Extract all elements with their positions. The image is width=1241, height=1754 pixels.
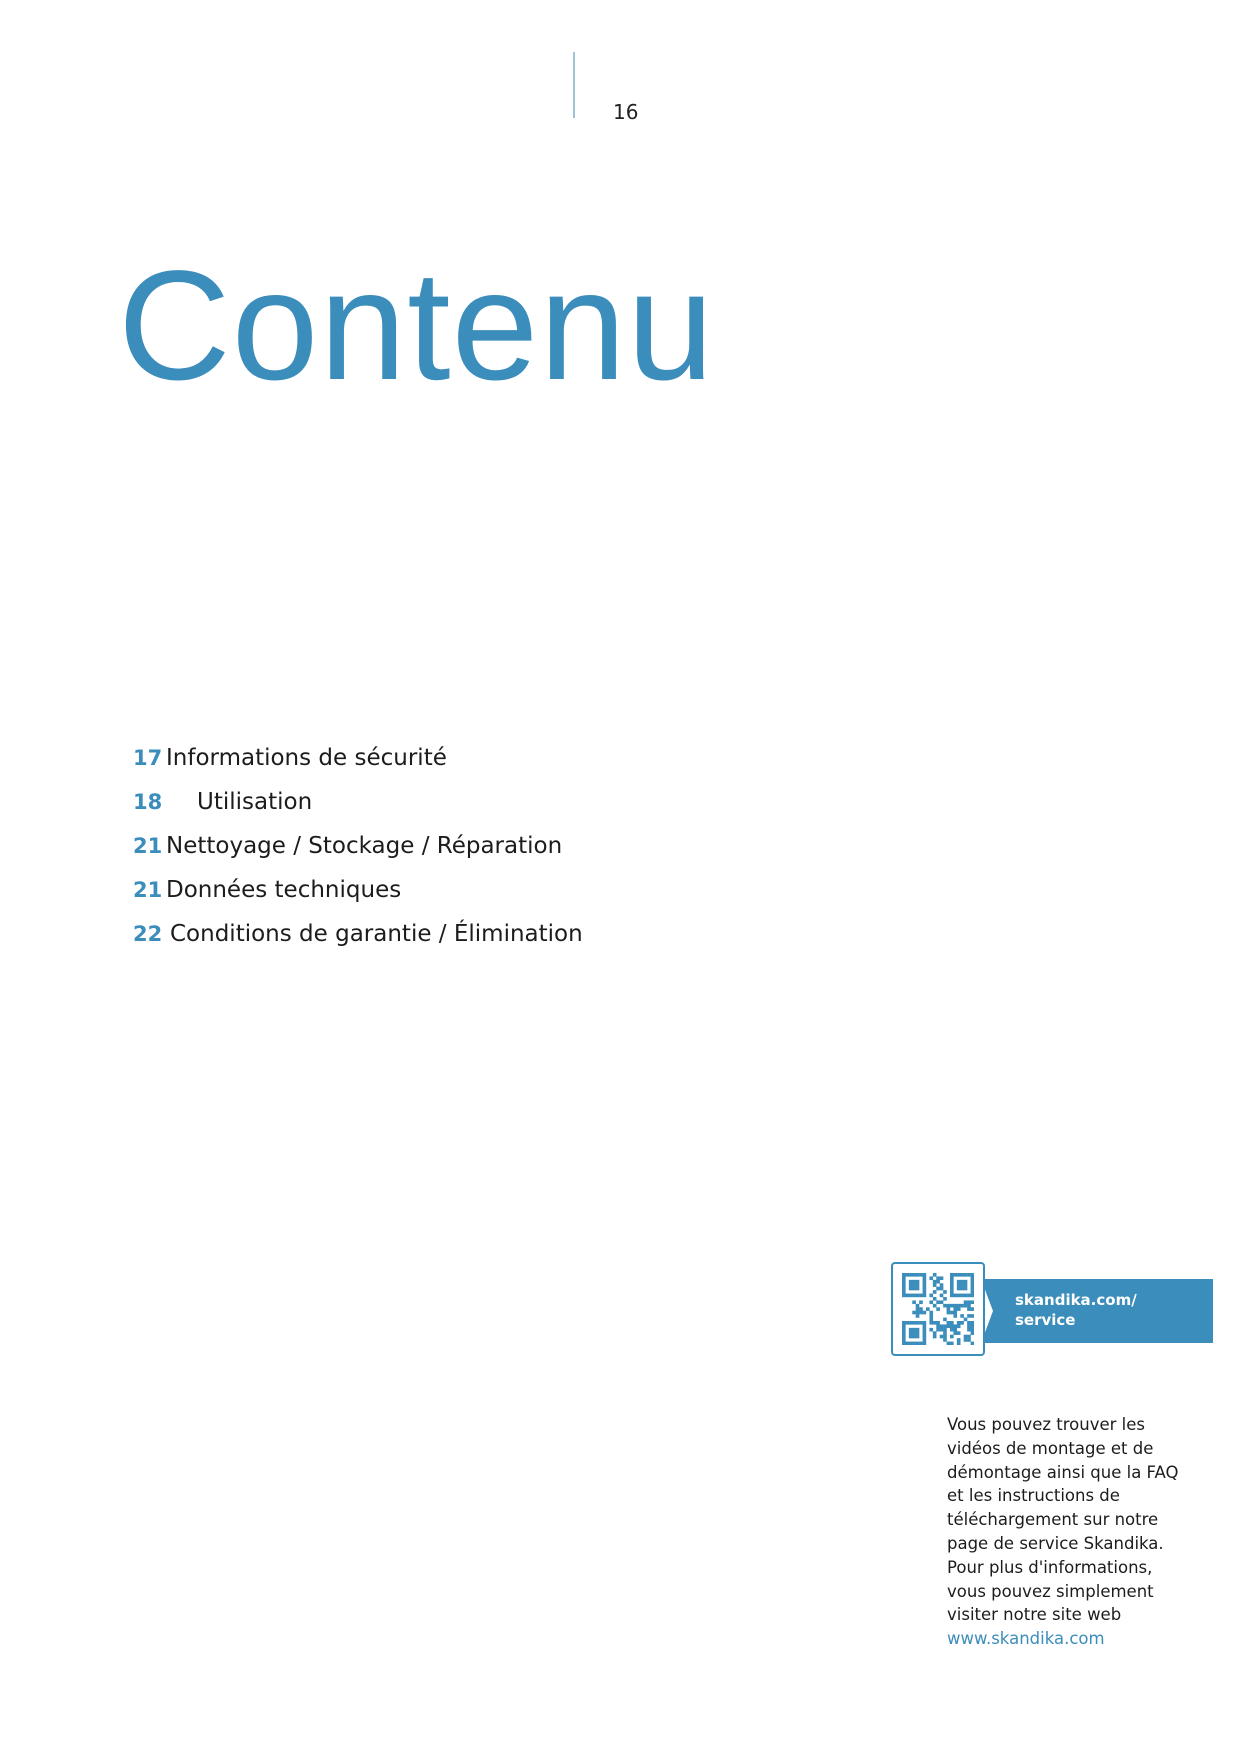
qr-module: [964, 1318, 968, 1322]
qr-module: [909, 1331, 913, 1335]
qr-module: [923, 1290, 927, 1294]
qr-module: [957, 1307, 961, 1311]
page-number: 16: [613, 100, 639, 124]
qr-module: [923, 1283, 927, 1287]
qr-module: [940, 1283, 944, 1287]
qr-module: [912, 1331, 916, 1335]
qr-module: [971, 1314, 974, 1318]
qr-module: [923, 1287, 927, 1291]
qr-module: [971, 1287, 974, 1291]
toc-label: Nettoyage / Stockage / Réparation: [166, 833, 563, 859]
toc-label: Conditions de garantie / Élimination: [170, 921, 583, 947]
qr-module: [902, 1328, 906, 1332]
qr-module: [960, 1287, 964, 1291]
qr-module: [909, 1342, 913, 1345]
qr-module: [971, 1328, 974, 1332]
qr-module: [902, 1280, 906, 1284]
qr-module: [919, 1311, 923, 1315]
table-of-contents: [133, 736, 583, 956]
qr-module: [933, 1273, 937, 1277]
qr-module: [902, 1335, 906, 1339]
qr-module: [919, 1307, 923, 1311]
qr-module: [923, 1338, 927, 1342]
qr-module: [902, 1324, 906, 1328]
qr-module: [957, 1273, 961, 1277]
qr-module: [950, 1324, 954, 1328]
toc-label: Données techniques: [166, 877, 402, 903]
qr-module: [971, 1290, 974, 1294]
qr-module: [912, 1294, 916, 1298]
qr-module: [916, 1311, 920, 1315]
qr-module: [902, 1321, 906, 1325]
qr-module: [916, 1304, 920, 1308]
qr-module: [960, 1273, 964, 1277]
qr-module: [953, 1311, 957, 1315]
qr-module: [957, 1283, 961, 1287]
qr-module: [960, 1294, 964, 1298]
qr-module: [902, 1294, 906, 1298]
qr-module: [916, 1328, 920, 1332]
qr-module: [923, 1276, 927, 1280]
qr-module: [909, 1335, 913, 1339]
qr-module: [953, 1307, 957, 1311]
service-banner[interactable]: [891, 1262, 1213, 1360]
qr-module: [957, 1294, 961, 1298]
qr-module: [967, 1273, 971, 1277]
qr-module: [902, 1287, 906, 1291]
qr-module: [953, 1304, 957, 1308]
qr-module: [923, 1324, 927, 1328]
qr-module: [950, 1328, 954, 1332]
qr-module: [953, 1331, 957, 1335]
qr-module: [929, 1328, 933, 1332]
service-url-line2: service: [1015, 1311, 1076, 1329]
qr-module: [905, 1294, 909, 1298]
qr-module: [912, 1311, 916, 1315]
qr-code-icon[interactable]: [891, 1262, 985, 1356]
toc-item-usage[interactable]: [133, 780, 583, 824]
qr-module: [971, 1324, 974, 1328]
qr-module: [909, 1280, 913, 1284]
qr-module: [936, 1328, 940, 1332]
qr-module: [916, 1307, 920, 1311]
qr-module: [923, 1311, 927, 1315]
qr-module: [967, 1294, 971, 1298]
qr-code-graphic: [902, 1273, 974, 1345]
toc-page-number: 18: [133, 790, 163, 814]
qr-module: [957, 1304, 961, 1308]
qr-module: [929, 1294, 933, 1298]
qr-module: [936, 1324, 940, 1328]
toc-page-number: 17: [133, 746, 163, 770]
qr-module: [933, 1280, 937, 1284]
qr-module: [902, 1342, 906, 1345]
qr-module: [940, 1276, 944, 1280]
qr-module: [964, 1304, 968, 1308]
toc-item-technical-data[interactable]: [133, 868, 583, 912]
qr-module: [967, 1314, 971, 1318]
qr-module: [964, 1287, 968, 1291]
qr-module: [967, 1328, 971, 1332]
qr-module: [909, 1273, 913, 1277]
qr-module: [953, 1314, 957, 1318]
qr-module: [919, 1294, 923, 1298]
qr-module: [971, 1307, 974, 1311]
qr-module: [964, 1294, 968, 1298]
qr-module: [943, 1324, 947, 1328]
qr-module: [929, 1318, 933, 1322]
qr-module: [940, 1300, 944, 1304]
qr-module: [936, 1280, 940, 1284]
qr-module: [912, 1335, 916, 1339]
qr-module: [964, 1300, 968, 1304]
qr-module: [950, 1276, 954, 1280]
qr-module: [936, 1321, 940, 1325]
qr-module: [933, 1335, 937, 1339]
qr-module: [960, 1280, 964, 1284]
qr-module: [923, 1331, 927, 1335]
qr-module: [936, 1300, 940, 1304]
qr-module: [912, 1287, 916, 1291]
service-url-label[interactable]: [1015, 1290, 1195, 1330]
qr-module: [916, 1283, 920, 1287]
header-divider: [573, 52, 575, 118]
qr-module: [933, 1290, 937, 1294]
qr-module: [923, 1273, 927, 1277]
qr-module: [929, 1300, 933, 1304]
qr-module: [912, 1321, 916, 1325]
toc-item-cleaning[interactable]: [133, 824, 583, 868]
qr-module: [947, 1307, 951, 1311]
qr-module: [933, 1283, 937, 1287]
qr-module: [960, 1314, 964, 1318]
qr-module: [940, 1294, 944, 1298]
qr-module: [912, 1328, 916, 1332]
qr-module: [912, 1342, 916, 1345]
qr-module: [916, 1287, 920, 1291]
qr-module: [971, 1276, 974, 1280]
qr-module: [909, 1328, 913, 1332]
qr-module: [923, 1280, 927, 1284]
qr-module: [960, 1283, 964, 1287]
qr-module: [909, 1283, 913, 1287]
qr-module: [912, 1273, 916, 1277]
qr-module: [902, 1276, 906, 1280]
qr-module: [971, 1273, 974, 1277]
qr-module: [912, 1280, 916, 1284]
qr-module: [933, 1321, 937, 1325]
qr-module: [943, 1328, 947, 1332]
qr-module: [919, 1321, 923, 1325]
qr-module: [933, 1304, 937, 1308]
qr-module: [940, 1287, 944, 1291]
qr-module: [902, 1338, 906, 1342]
toc-page-number: 21: [133, 878, 163, 902]
qr-module: [923, 1342, 927, 1345]
qr-module: [967, 1304, 971, 1308]
qr-module: [916, 1294, 920, 1298]
qr-module: [964, 1280, 968, 1284]
qr-module: [902, 1331, 906, 1335]
qr-module: [950, 1342, 954, 1345]
qr-module: [964, 1283, 968, 1287]
qr-module: [953, 1294, 957, 1298]
qr-module: [916, 1314, 920, 1318]
qr-module: [957, 1342, 961, 1345]
qr-module: [953, 1273, 957, 1277]
qr-module: [905, 1342, 909, 1345]
qr-module: [902, 1290, 906, 1294]
qr-module: [929, 1311, 933, 1315]
qr-module: [950, 1280, 954, 1284]
qr-module: [950, 1287, 954, 1291]
qr-module: [943, 1338, 947, 1342]
qr-module: [923, 1294, 927, 1298]
qr-module: [940, 1324, 944, 1328]
qr-module: [967, 1335, 971, 1339]
qr-module: [950, 1304, 954, 1308]
qr-module: [971, 1331, 974, 1335]
qr-module: [936, 1307, 940, 1311]
qr-module: [971, 1342, 974, 1345]
qr-module: [967, 1338, 971, 1342]
qr-module: [916, 1342, 920, 1345]
qr-module: [916, 1280, 920, 1284]
qr-module: [957, 1280, 961, 1284]
qr-module: [960, 1304, 964, 1308]
qr-module: [967, 1307, 971, 1311]
qr-module: [971, 1300, 974, 1304]
toc-label: Informations de sécurité: [166, 745, 447, 771]
qr-module: [919, 1342, 923, 1345]
qr-module: [929, 1276, 933, 1280]
qr-module: [940, 1328, 944, 1332]
qr-module: [953, 1328, 957, 1332]
qr-module: [950, 1283, 954, 1287]
qr-module: [912, 1283, 916, 1287]
toc-page-number: 21: [133, 834, 163, 858]
qr-module: [971, 1294, 974, 1298]
qr-module: [923, 1328, 927, 1332]
qr-module: [950, 1273, 954, 1277]
qr-module: [909, 1287, 913, 1291]
qr-module: [902, 1283, 906, 1287]
website-link[interactable]: www.skandika.com: [947, 1629, 1105, 1649]
qr-module: [909, 1321, 913, 1325]
qr-module: [916, 1335, 920, 1339]
qr-module: [919, 1273, 923, 1277]
qr-module: [957, 1338, 961, 1342]
qr-module: [943, 1290, 947, 1294]
qr-module: [919, 1300, 923, 1304]
qr-module: [947, 1304, 951, 1308]
qr-module: [953, 1324, 957, 1328]
qr-module: [909, 1294, 913, 1298]
qr-module: [957, 1321, 961, 1325]
qr-module: [964, 1335, 968, 1339]
qr-module: [971, 1321, 974, 1325]
qr-module: [940, 1335, 944, 1339]
qr-module: [950, 1321, 954, 1325]
qr-module: [929, 1314, 933, 1318]
qr-module: [957, 1331, 961, 1335]
qr-module: [936, 1276, 940, 1280]
qr-module: [926, 1307, 930, 1311]
qr-module: [936, 1287, 940, 1291]
qr-module: [943, 1297, 947, 1301]
service-description: [947, 1413, 1182, 1651]
qr-module: [971, 1283, 974, 1287]
qr-module: [947, 1342, 951, 1345]
qr-module: [947, 1324, 951, 1328]
qr-module: [905, 1321, 909, 1325]
qr-module: [960, 1321, 964, 1325]
qr-module: [902, 1273, 906, 1277]
qr-module: [957, 1287, 961, 1291]
qr-module: [916, 1331, 920, 1335]
qr-module: [916, 1273, 920, 1277]
service-description-text: Vous pouvez trouver les vidéos de montage et de démontage ainsi que la FAQ et les instructions de téléchargement sur notre page de service Skandika. Pour plus d'informations, vous pouvez simplement visiter notre site web: [947, 1415, 1179, 1625]
qr-module: [950, 1294, 954, 1298]
toc-page-number: 22: [133, 922, 163, 946]
toc-label: Utilisation: [197, 789, 313, 815]
qr-module: [933, 1331, 937, 1335]
qr-module: [957, 1324, 961, 1328]
qr-module: [943, 1331, 947, 1335]
qr-module: [943, 1318, 947, 1322]
page-title: Contenu: [118, 239, 715, 413]
qr-module: [964, 1338, 968, 1342]
qr-module: [964, 1273, 968, 1277]
qr-module: [950, 1335, 954, 1339]
qr-module: [943, 1335, 947, 1339]
toc-item-security[interactable]: [133, 736, 583, 780]
toc-item-warranty[interactable]: [133, 912, 583, 956]
qr-module: [905, 1273, 909, 1277]
qr-module: [923, 1335, 927, 1339]
qr-module: [967, 1324, 971, 1328]
qr-module: [943, 1304, 947, 1308]
qr-module: [967, 1321, 971, 1325]
qr-module: [950, 1290, 954, 1294]
qr-module: [929, 1321, 933, 1325]
service-url-line1: skandika.com/: [1015, 1291, 1137, 1309]
qr-module: [967, 1300, 971, 1304]
qr-module: [923, 1321, 927, 1325]
qr-module: [947, 1311, 951, 1315]
qr-module: [947, 1321, 951, 1325]
qr-module: [971, 1280, 974, 1284]
qr-module: [912, 1300, 916, 1304]
qr-module: [950, 1311, 954, 1315]
qr-module: [916, 1321, 920, 1325]
qr-module: [933, 1297, 937, 1301]
